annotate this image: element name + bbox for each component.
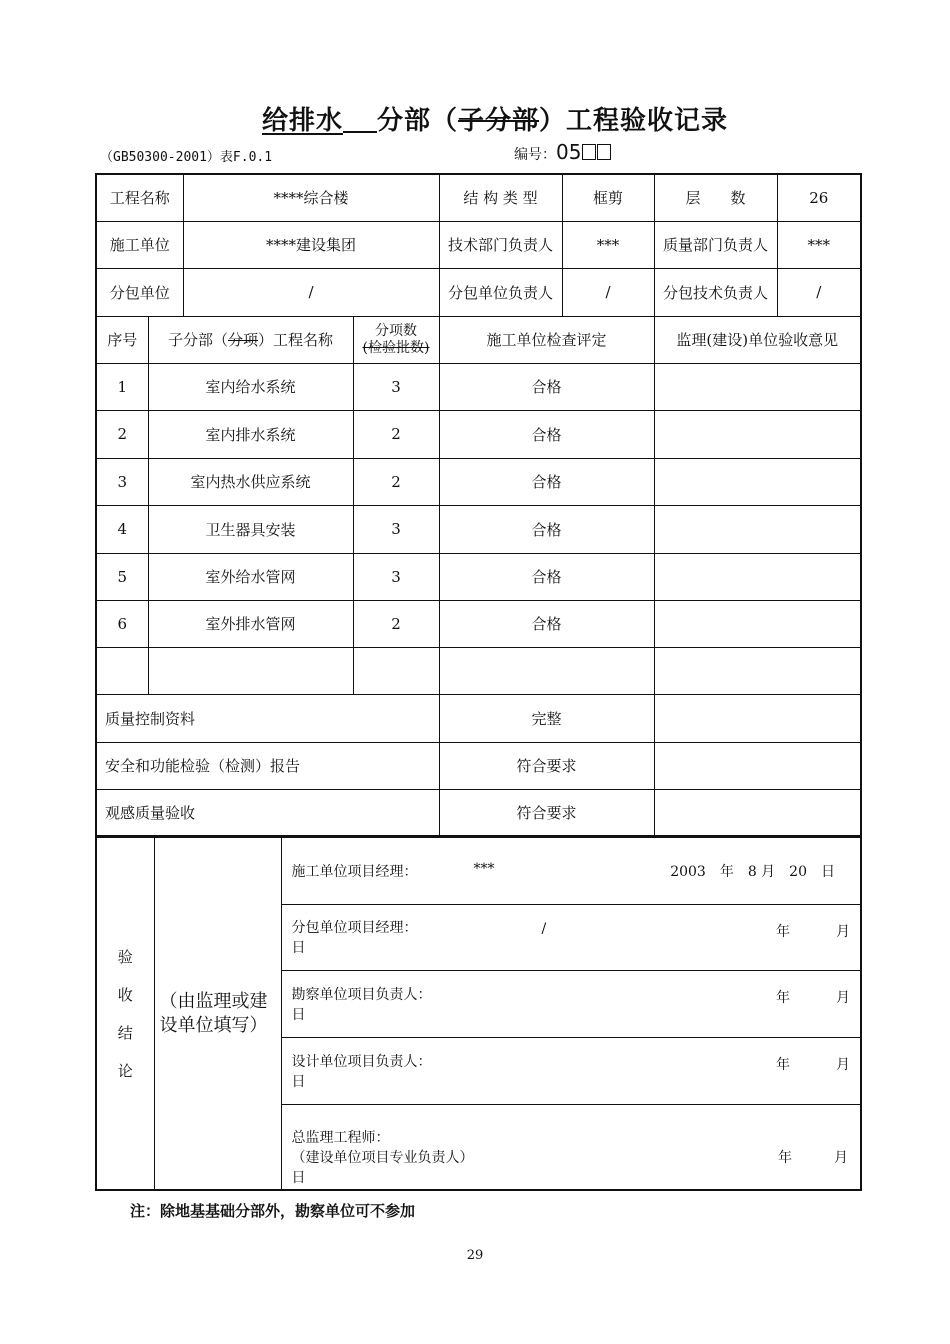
survey-row — [281, 970, 861, 1037]
year-label: 年 — [776, 989, 790, 1006]
chief-label: 总监理工程师： — [291, 1130, 390, 1146]
check-value: 符合要求 — [439, 742, 654, 789]
row-no: 3 — [96, 458, 148, 505]
year-label: 年 — [776, 1056, 790, 1073]
code-value: 05 — [556, 140, 582, 164]
floors-label: 层 数 — [654, 174, 777, 221]
quality-head-label: 质量部门负责人 — [654, 221, 777, 268]
table-row-empty — [96, 647, 861, 694]
page-title — [262, 100, 728, 137]
col-name-strike: 分项 — [228, 331, 259, 349]
row-name: 室外给水管网 — [148, 553, 353, 600]
vertical-char: 验 — [117, 947, 133, 966]
col-name — [148, 316, 353, 363]
title-part3: ）工程验收记录 — [539, 106, 729, 136]
page-number: 29 — [466, 1248, 484, 1263]
standard-ref: （GB50300-2001）表F.0.1 — [100, 150, 273, 165]
check-value: 完整 — [439, 694, 654, 742]
check-opinion — [654, 694, 861, 742]
sub-pm-value: / — [541, 920, 547, 937]
month-label: 月 — [836, 1056, 850, 1073]
col-count-strike: (检验批数) — [362, 339, 430, 356]
check-opinion — [654, 789, 861, 836]
chief-row — [281, 1104, 861, 1190]
row-count: 2 — [353, 410, 439, 458]
row-opinion — [654, 410, 861, 458]
table-row — [96, 600, 861, 647]
project-name: ****综合楼 — [183, 174, 439, 221]
col-eval: 施工单位检查评定 — [439, 316, 654, 363]
conclusion-table — [95, 836, 862, 1191]
table-row — [96, 553, 861, 600]
row-name: 室内给水系统 — [148, 363, 353, 410]
check-label: 安全和功能检验（检测）报告 — [96, 742, 439, 789]
day-label: 日 — [291, 1006, 306, 1023]
title-underline — [343, 130, 377, 133]
row-name: 室外排水管网 — [148, 600, 353, 647]
month-label: 月 — [836, 989, 850, 1006]
table-row — [96, 410, 861, 458]
row-count: 3 — [353, 505, 439, 553]
month-label: 月 — [836, 923, 850, 940]
col-name-b: ）工程名称 — [258, 331, 334, 349]
pm-row — [281, 837, 861, 904]
conclusion-label — [96, 837, 154, 1190]
empty-cell — [654, 647, 861, 694]
survey-label: 勘察单位项目负责人： — [291, 986, 432, 1003]
title-part2: 分部（ — [377, 106, 459, 136]
sub-value: / — [183, 268, 439, 316]
pm-value: *** — [473, 860, 495, 877]
col-no: 序号 — [96, 316, 148, 363]
code-box-icon — [597, 144, 611, 160]
year-label: 年 — [776, 923, 790, 940]
day-label: 日 — [291, 940, 306, 956]
row-eval: 合格 — [439, 505, 654, 553]
day-label: 日 — [291, 1073, 306, 1090]
structure-value: 框剪 — [562, 174, 654, 221]
col-count — [353, 316, 439, 363]
code-label: 编号： — [514, 147, 556, 163]
table-row — [96, 505, 861, 553]
footnote: 注：除地基基础分部外，勘察单位可不参加 — [130, 1202, 416, 1220]
design-label: 设计单位项目负责人： — [291, 1053, 432, 1070]
row-no: 5 — [96, 553, 148, 600]
empty-cell — [353, 647, 439, 694]
row-count: 2 — [353, 600, 439, 647]
project-name-label: 工程名称 — [96, 174, 183, 221]
col-count-a: 分项数 — [375, 322, 418, 339]
pm-date: 2003 年 8 月 20 日 — [670, 863, 835, 880]
sub-head-label: 分包单位负责人 — [439, 268, 562, 316]
acceptance-table — [95, 173, 862, 837]
row-opinion — [654, 553, 861, 600]
row-eval: 合格 — [439, 600, 654, 647]
title-part1: 给排水 — [262, 106, 344, 136]
vertical-char: 收 — [117, 985, 133, 1004]
chief-label2: （建设单位项目专业负责人） — [291, 1150, 474, 1166]
tech-head-value: *** — [562, 221, 654, 268]
check-row — [96, 694, 861, 742]
check-label: 观感质量验收 — [96, 789, 439, 836]
row-no: 2 — [96, 410, 148, 458]
tech-head-label: 技术部门负责人 — [439, 221, 562, 268]
row-opinion — [654, 363, 861, 410]
check-label: 质量控制资料 — [96, 694, 439, 742]
row-no: 1 — [96, 363, 148, 410]
pm-label: 施工单位项目经理： — [291, 863, 418, 880]
floors-value: 26 — [777, 174, 861, 221]
check-row — [96, 742, 861, 789]
row-opinion — [654, 505, 861, 553]
check-value: 符合要求 — [439, 789, 654, 836]
row-eval: 合格 — [439, 410, 654, 458]
sub-label: 分包单位 — [96, 268, 183, 316]
row-count: 2 — [353, 458, 439, 505]
sub-pm-label: 分包单位项目经理： — [291, 920, 418, 936]
empty-cell — [96, 647, 148, 694]
code-box-icon — [582, 144, 596, 160]
contractor-value: ****建设集团 — [183, 221, 439, 268]
row-opinion — [654, 600, 861, 647]
row-no: 6 — [96, 600, 148, 647]
row-count: 3 — [353, 363, 439, 410]
empty-cell — [439, 647, 654, 694]
row-name: 卫生器具安装 — [148, 505, 353, 553]
month-label: 月 — [834, 1150, 848, 1166]
table-row — [96, 363, 861, 410]
row-opinion — [654, 458, 861, 505]
form-code — [514, 140, 611, 164]
check-opinion — [654, 742, 861, 789]
row-no: 4 — [96, 505, 148, 553]
vertical-char: 结 — [117, 1023, 133, 1042]
design-row — [281, 1037, 861, 1104]
structure-label: 结 构 类 型 — [439, 174, 562, 221]
quality-head-value: *** — [777, 221, 861, 268]
vertical-char: 论 — [117, 1061, 133, 1080]
col-name-a: 子分部（ — [167, 331, 228, 349]
sub-tech-label: 分包技术负责人 — [654, 268, 777, 316]
title-strike: 子分部 — [458, 106, 540, 136]
row-name: 室内排水系统 — [148, 410, 353, 458]
day-label: 日 — [291, 1170, 306, 1186]
empty-cell — [148, 647, 353, 694]
row-eval: 合格 — [439, 553, 654, 600]
fill-note: （由监理或建设单位填写） — [154, 837, 281, 1190]
row-count: 3 — [353, 553, 439, 600]
row-name: 室内热水供应系统 — [148, 458, 353, 505]
contractor-label: 施工单位 — [96, 221, 183, 268]
row-eval: 合格 — [439, 458, 654, 505]
sub-pm-row — [281, 904, 861, 970]
sub-head-value: / — [562, 268, 654, 316]
sub-tech-value: / — [777, 268, 861, 316]
check-row — [96, 789, 861, 836]
row-eval: 合格 — [439, 363, 654, 410]
table-row — [96, 458, 861, 505]
year-label: 年 — [778, 1150, 792, 1166]
col-supervision: 监理(建设)单位验收意见 — [654, 316, 861, 363]
